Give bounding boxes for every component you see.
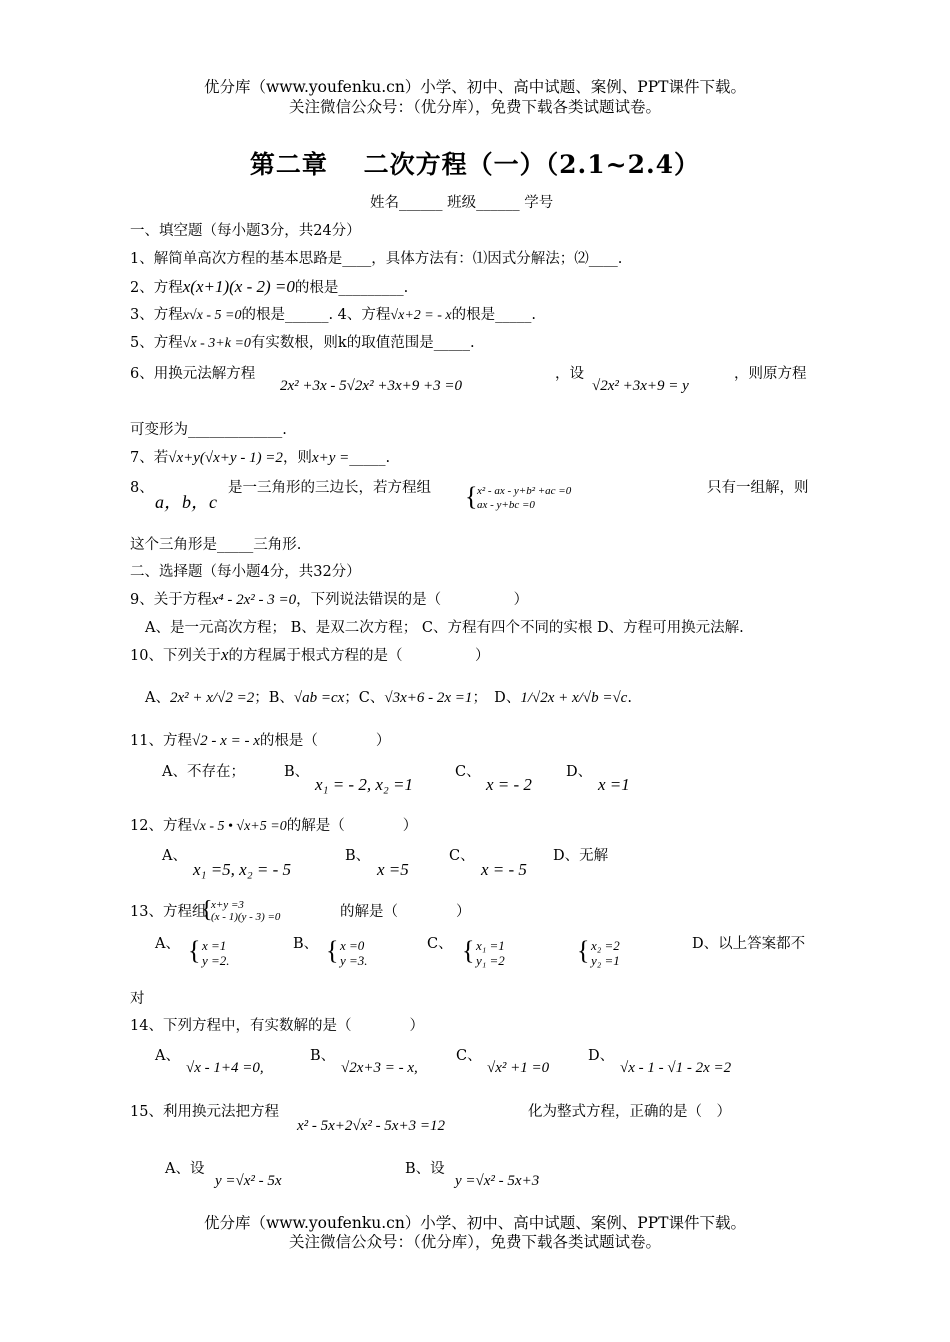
q10-option-d: 1/√2x + x/√b =√c bbox=[520, 690, 628, 706]
page-title: 第二章 二次方程（一）（2.1~2.4） bbox=[249, 150, 701, 179]
q11-option-a: A、不存在； bbox=[162, 764, 245, 780]
question-9: 9、关于方程x⁴ - 2x² - 3 =0，下列说法错误的是（ ） bbox=[130, 592, 529, 608]
header-line-2: 关注微信公众号：（优分库），免费下载各类试题试卷。 bbox=[288, 98, 661, 116]
q3-equation: x√x - 5 =0 bbox=[182, 308, 242, 323]
question-14: 14、下列方程中，有实数解的是（ ） bbox=[130, 1018, 424, 1034]
footer-line-1: 优分库（www.youfenku.cn）小学、初中、高中试题、案例、PPT课件下载。 bbox=[203, 1214, 747, 1232]
q13-option-a-label: A、 bbox=[155, 936, 180, 952]
q14-option-a-label: A、 bbox=[155, 1048, 180, 1064]
q11-option-b-label: B、 bbox=[284, 764, 310, 780]
brace-icon: { bbox=[188, 936, 201, 965]
q9-options: A、是一元高次方程； B、是双二次方程； C、方程有四个不同的实根 D、方程可用换元法解. bbox=[145, 620, 744, 636]
q15-suffix: 化为整式方程，正确的是（ ） bbox=[528, 1104, 731, 1120]
question-10: 10、下列关于x的方程属于根式方程的是（ ） bbox=[130, 645, 490, 664]
q15-option-b-label: B、设 bbox=[405, 1161, 445, 1177]
q14-option-c: √x² +1 =0 bbox=[487, 1060, 550, 1076]
question-6: 6、用换元法解方程 bbox=[130, 366, 256, 382]
q14-option-d: √x - 1 - √1 - 2x =2 bbox=[620, 1060, 732, 1076]
section2-heading: 二、选择题（每小题4分，共32分） bbox=[130, 564, 361, 580]
q6-suffix: ，则原方程 bbox=[734, 366, 807, 382]
question-13-prefix: 13、方程组 bbox=[130, 904, 207, 920]
q11-option-d: x =1 bbox=[598, 775, 630, 794]
q11-option-c-label: C、 bbox=[455, 764, 481, 780]
q15-option-a-label: A、设 bbox=[165, 1161, 205, 1177]
q8-line-2: 这个三角形是_____三角形. bbox=[130, 537, 302, 553]
q11-option-c: x = - 2 bbox=[486, 775, 532, 794]
brace-icon: { bbox=[326, 936, 339, 965]
q12-option-c-label: C、 bbox=[449, 848, 475, 864]
question-2: 2、方程x(x+1)(x - 2) =0的根是_________. bbox=[130, 277, 409, 296]
question-15-prefix: 15、利用换元法把方程 bbox=[130, 1104, 279, 1120]
student-info: 姓名______ 班级______ 学号 bbox=[370, 195, 554, 211]
q10-options: A、2x² + x/√2 =2；B、√ab =cx；C、√3x+6 - 2x =1； D、1/√2x + x/√b =√c. bbox=[145, 690, 632, 706]
q14-option-a: √x - 1+4 =0, bbox=[186, 1060, 264, 1076]
q13-line-2: 对 bbox=[130, 991, 145, 1007]
q5-equation: √x - 3+k =0 bbox=[182, 336, 251, 351]
q11-option-b: x₁ = - 2, x₂ =1 bbox=[315, 775, 414, 794]
q6-mid: ，设 bbox=[555, 366, 584, 382]
q6-substitution: √2x² +3x+9 = y bbox=[592, 378, 689, 394]
q10-option-a: 2x² + x/√2 =2 bbox=[169, 690, 255, 706]
question-7: 7、若√x+y(√x+y - 1) =2，则x+y =_____. bbox=[130, 450, 391, 466]
header-line-1: 优分库（www.youfenku.cn）小学、初中、高中试题、案例、PPT课件下载。 bbox=[203, 78, 747, 96]
q6-line-2: 可变形为_____________. bbox=[130, 422, 287, 438]
q11-equation: √2 - x = - x bbox=[191, 733, 260, 749]
q14-option-b: √2x+3 = - x, bbox=[341, 1060, 418, 1076]
q8-suffix: 只有一组解，则 bbox=[707, 480, 809, 496]
q13-suffix: 的解是（ ） bbox=[340, 904, 471, 920]
brace-icon: { bbox=[577, 936, 590, 965]
q14-option-c-label: C、 bbox=[456, 1048, 482, 1064]
q12-option-a: x₁ =5, x₂ = - 5 bbox=[193, 860, 292, 879]
q8-mid: 是一三角形的三边长，若方程组 bbox=[228, 480, 431, 496]
section1-heading: 一、填空题（每小题3分，共24分） bbox=[130, 223, 361, 239]
question-3-4: 3、方程x√x - 5 =0的根是______. 4、方程√x+2 = - x的根是_____. bbox=[130, 307, 536, 323]
q11-option-d-label: D、 bbox=[566, 764, 593, 780]
brace-icon: { bbox=[465, 482, 478, 511]
q4-equation: √x+2 = - x bbox=[390, 308, 452, 323]
q14-option-d-label: D、 bbox=[588, 1048, 615, 1064]
question-8-prefix: 8、 bbox=[130, 480, 154, 496]
q15-option-b: y =√x² - 5x+3 bbox=[455, 1173, 540, 1189]
q10-option-c: √3x+6 - 2x =1 bbox=[384, 690, 473, 706]
q13-option-b-label: B、 bbox=[293, 936, 319, 952]
q12-equation: √x - 5 • √x+5 =0 bbox=[191, 819, 287, 834]
question-12: 12、方程√x - 5 • √x+5 =0的解是（ ） bbox=[130, 818, 418, 834]
question-1: 1、解简单高次方程的基本思路是____，具体方法有：⑴因式分解法；⑵____. bbox=[130, 251, 623, 267]
brace-icon: { bbox=[462, 936, 475, 965]
q10-option-b: √ab =cx bbox=[293, 690, 345, 706]
question-5: 5、方程√x - 3+k =0有实数根，则k的取值范围是_____. bbox=[130, 335, 475, 351]
q13-option-c-label: C、 bbox=[427, 936, 453, 952]
q15-option-a: y =√x² - 5x bbox=[215, 1173, 282, 1189]
brace-icon: { bbox=[201, 897, 213, 923]
q7-equation: √x+y(√x+y - 1) =2 bbox=[168, 450, 283, 466]
q2-equation: x(x+1)(x - 2) =0 bbox=[182, 277, 295, 296]
q6-equation: 2x² +3x - 5√2x² +3x+9 +3 =0 bbox=[280, 378, 462, 394]
footer-line-2: 关注微信公众号：（优分库），免费下载各类试题试卷。 bbox=[288, 1233, 661, 1251]
q8-variables: a，b，c bbox=[155, 492, 217, 512]
q15-equation: x² - 5x+2√x² - 5x+3 =12 bbox=[297, 1118, 445, 1134]
q12-option-d: D、无解 bbox=[553, 848, 609, 864]
q12-option-b-label: B、 bbox=[345, 848, 371, 864]
q12-option-b: x =5 bbox=[377, 860, 409, 879]
q12-option-c: x = - 5 bbox=[481, 860, 527, 879]
q9-equation: x⁴ - 2x² - 3 =0 bbox=[211, 592, 297, 608]
question-11: 11、方程√2 - x = - x的根是（ ） bbox=[130, 733, 391, 749]
q14-option-b-label: B、 bbox=[310, 1048, 336, 1064]
q12-option-a-label: A、 bbox=[162, 848, 187, 864]
q13-option-d: D、以上答案都不 bbox=[692, 936, 806, 952]
